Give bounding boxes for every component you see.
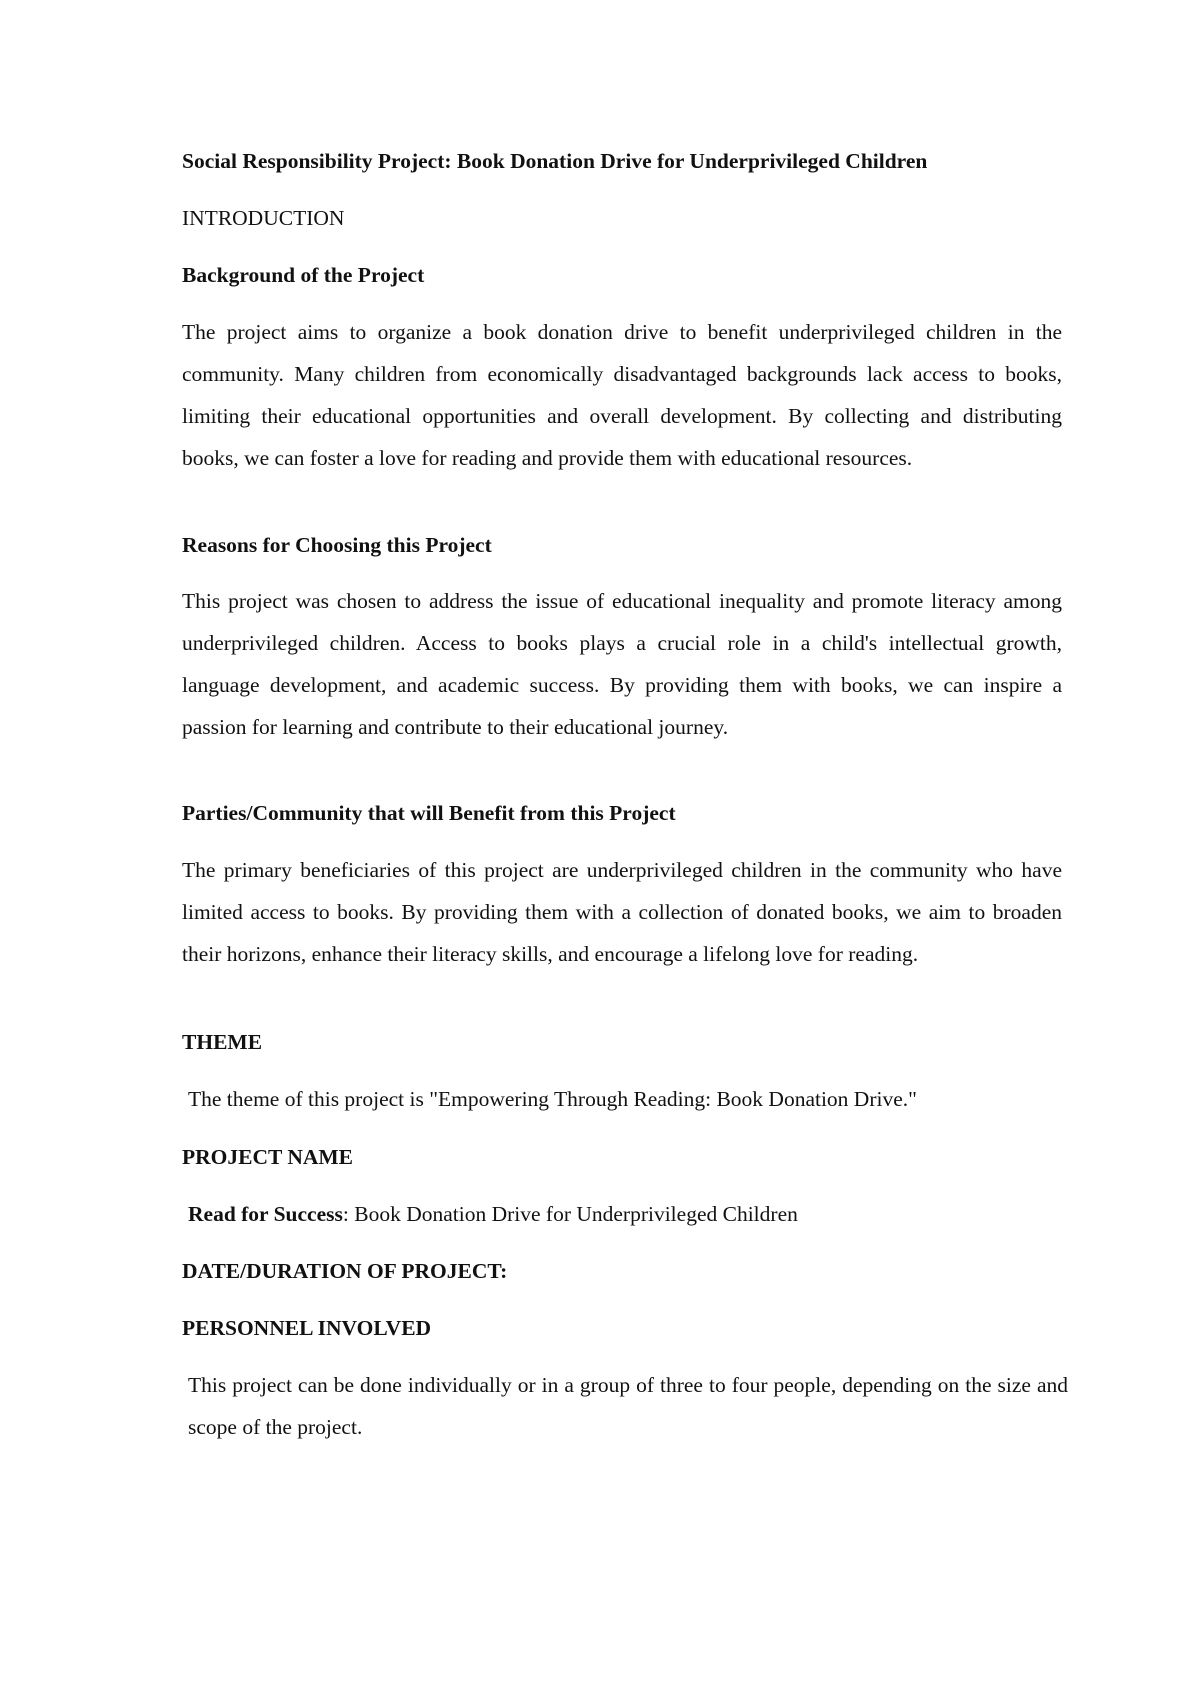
project-name-line xyxy=(182,1193,1068,1235)
project-name-rest: : Book Donation Drive for Underprivileged Children xyxy=(342,1202,798,1226)
document-title: Social Responsibility Project: Book Donation Drive for Underprivileged Children xyxy=(182,149,928,173)
reasons-heading: Reasons for Choosing this Project xyxy=(182,533,492,557)
theme-paragraph: The theme of this project is "Empowering Through Reading: Book Donation Drive." xyxy=(188,1087,917,1111)
theme-heading: THEME xyxy=(182,1030,263,1054)
personnel-paragraph: This project can be done individually or in a group of three to four people, depending on the size and scope of the project. xyxy=(188,1373,1068,1439)
background-paragraph: The project aims to organize a book donation drive to benefit underprivileged children in the community. Many children from economically disadvantaged backgrounds lack access to books, limiting their educational opportunities and overall development. By collecting and distributing books, we can foster a love for reading and provide them with educational resources. xyxy=(182,320,1062,470)
beneficiaries-heading: Parties/Community that will Benefit from this Project xyxy=(182,801,676,825)
project-name-heading: PROJECT NAME xyxy=(182,1145,354,1169)
beneficiaries-paragraph: The primary beneficiaries of this project are underprivileged children in the community who have limited access to books. By providing them with a collection of donated books, we aim to broaden their horizons, enhance their literacy skills, and encourage a lifelong love for reading. xyxy=(182,858,1062,966)
date-duration-heading: DATE/DURATION OF PROJECT: xyxy=(182,1259,508,1283)
introduction-heading: INTRODUCTION xyxy=(182,206,345,230)
personnel-heading: PERSONNEL INVOLVED xyxy=(182,1316,432,1340)
project-name-bold: Read for Success xyxy=(188,1202,343,1226)
reasons-paragraph: This project was chosen to address the issue of educational inequality and promote literacy among underprivileged children. Access to books plays a crucial role in a child's intellectual growth, language development, and academic success. By providing them with books, we can inspire a passion for learning and contribute to their educational journey. xyxy=(182,589,1062,739)
background-heading: Background of the Project xyxy=(182,263,425,287)
